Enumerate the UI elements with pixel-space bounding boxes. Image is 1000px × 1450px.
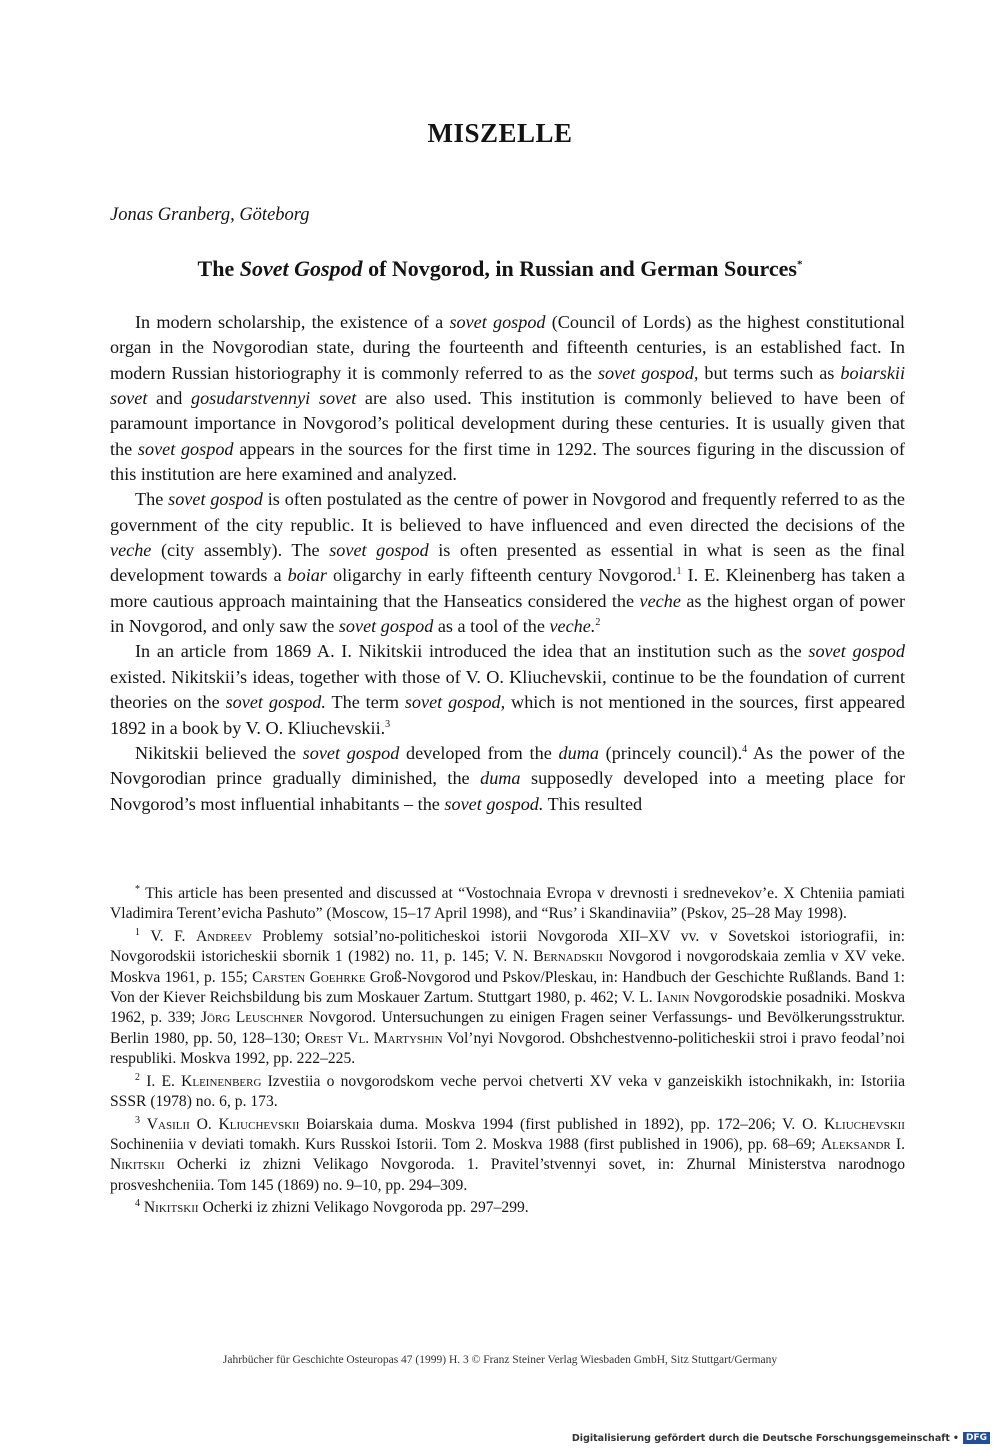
body-paragraph [110, 487, 905, 639]
title-footnote-mark: * [796, 258, 803, 271]
text-run: oligarchy in early fifteenth century Novgorod. [326, 565, 677, 586]
author-name: Orest Vl. Martyshin [304, 1029, 443, 1047]
author-name: Bernadskii [533, 948, 603, 966]
italic-term: boiarskii sovet [110, 362, 906, 409]
italic-term: sovet gospod [168, 489, 263, 510]
note-marker: 3 [385, 718, 391, 730]
text-run: V. F. [140, 928, 197, 946]
italic-term: sovet gospod, [404, 692, 506, 713]
article-body [110, 310, 905, 817]
text-run [140, 1116, 147, 1133]
italic-term: boiar [287, 565, 327, 586]
note-marker: 3 [135, 1114, 140, 1126]
text-run: existed. Nikitskii’s ideas, together with those of V. O. Kliuchevskii, continue to be the foundation of current theories on the [110, 666, 905, 713]
body-paragraph [110, 639, 905, 740]
author-name: Andreev [196, 928, 252, 946]
italic-term: veche [110, 540, 152, 561]
italic-term: sovet gospod [329, 540, 429, 561]
italic-term: veche [639, 590, 681, 611]
footnote [110, 927, 905, 1069]
text-run: Groß-Novgorod und Pskov/Pleskau, in: Handbuch der Geschichte Rußlands. Band 1: Von der Kiever Reichsbildung bis zum Moskauer Zartum. Stuttgart 1980, p. 462; V. L. [110, 968, 906, 1006]
title-part-2: of Novgorod, in Russian and German Sources [362, 256, 797, 281]
italic-term: sovet gospod. [225, 692, 326, 713]
text-run: appears in the sources for the first time in 1292. The sources figuring in the discussion of this institution are here examined and analyzed. [110, 438, 905, 485]
text-run: Ocherki iz zhizni Velikago Novgoroda pp. 297–299. [198, 1199, 529, 1217]
italic-term: sovet gospod [302, 742, 400, 763]
digitization-separator: • [952, 1432, 959, 1444]
text-run: I. E. Kleinenberg has taken a more cautious approach maintaining that the Hanseatics considered the [110, 565, 906, 611]
text-run: The [135, 489, 169, 510]
digitization-text: Digitalisierung gefördert durch die Deutsche Forschungsgemeinschaft [571, 1432, 950, 1444]
footnote [110, 1198, 905, 1218]
note-marker: 2 [595, 617, 601, 629]
text-run: as the highest organ of power in Novgorod, and only saw the [110, 590, 906, 637]
note-marker: 2 [135, 1071, 140, 1083]
title-italic: Sovet Gospod [239, 256, 363, 281]
note-marker: * [135, 883, 140, 895]
text-run: Novgorod. Untersuchungen zu einigen Fragen seiner Verfassungs- und Bevölkerungsstruktur. Berlin 1980, pp. 50, 128–130; [110, 1009, 906, 1047]
text-run: as a tool of the [433, 616, 550, 637]
text-run: supposedly developed into a meeting place for Novgorod’s most influential inhabitants – the [110, 768, 906, 814]
text-run: As the power of the Novgorodian prince gradually diminished, the [110, 742, 906, 789]
text-run: developed from the [399, 742, 559, 763]
italic-term: sovet gospod [808, 641, 905, 662]
footnotes [110, 884, 905, 1221]
text-run: In modern scholarship, the existence of a [135, 312, 450, 332]
italic-term: veche. [549, 616, 596, 637]
dfg-logo: DFG [963, 1432, 990, 1444]
author-name: Jörg Leuschner [200, 1009, 304, 1027]
text-run: Ocherki iz zhizni Velikago Novgoroda. 1. Pravitel’stvennyi sovet, in: Zhurnal Ministerstva narodnogo prosveshcheniia. Tom 145 (1869) no. 9–10, pp. 294–309. [110, 1156, 905, 1194]
author-name: Vasilii O. Kliuchevskii [146, 1115, 300, 1133]
author-name: Kleinenberg [181, 1072, 262, 1090]
footnote [110, 1072, 905, 1113]
italic-term: sovet gospod [137, 438, 234, 459]
text-run: is often presented as essential in what is seen as the final development towards a [110, 540, 905, 586]
text-run: I. E. [140, 1072, 182, 1090]
text-run: Boiarskaia duma. Moskva 1994 (first published in 1892), pp. 172–206; V. O. [299, 1115, 825, 1133]
note-marker: 4 [742, 743, 748, 755]
text-run: (Council of Lords) as the highest constitutional organ in the Novgorodian state, during the fourteenth and fifteenth centuries, is an established fact. In modern Russian historiography it is commonly referred to as the [110, 312, 905, 383]
author-name: Carsten Goehrke [252, 968, 366, 986]
text-run: Problemy sotsial’no-politicheskoi istorii Novgoroda XII–XV vv. v Sovetskoi istoriografii, in: Novgorodskii istoricheskii sbornik 1 (1982) no. 11, p. 145; V. N. [110, 928, 905, 966]
body-paragraph [110, 310, 905, 487]
note-marker: 1 [135, 926, 140, 938]
text-run: (princely council). [598, 742, 743, 763]
text-run: Izvestiia o novgorodskom veche pervoi chetverti XV veka v ganzeiskikh istochnikakh, in: Istoriia SSSR (1978) no. 6, p. 173. [110, 1072, 905, 1110]
footnote [110, 1115, 905, 1196]
text-run: Vol’nyi Novgorod. Obshchestvenno-politicheskii stroi i pravo feodal’noi respubliki. Moskva 1992, pp. 222–225. [110, 1029, 905, 1067]
italic-term: sovet gospod, [597, 362, 699, 383]
note-marker: 4 [135, 1198, 140, 1210]
italic-term: sovet gospod. [444, 793, 544, 814]
author-name: Aleksandr I. Nikitskii [110, 1136, 905, 1174]
text-run: Nikitskii believed the [135, 742, 303, 763]
text-run: which is not mentioned in the sources, first appeared 1892 in a book by V. O. Kliuchevskii. [110, 692, 906, 738]
digitization-banner [572, 1432, 990, 1444]
text-run: and [147, 388, 191, 409]
italic-term: sovet gospod [449, 312, 546, 332]
text-run: but terms such as [698, 362, 841, 383]
italic-term: duma [558, 742, 599, 763]
text-run: Novgorod i novgorodskaia zemlia v XV veke. Moskva 1961, p. 155; [110, 948, 905, 986]
section-heading: MISZELLE [427, 118, 573, 148]
italic-term: sovet gospod [338, 616, 434, 637]
body-paragraph [110, 741, 905, 817]
text-run: Sochineniia v deviati tomakh. Kurs Russkoi Istorii. Tom 2. Moskva 1988 (first published in 1906), pp. 68–69; [110, 1136, 821, 1154]
article-title [0, 256, 1000, 282]
text-run: are also used. This institution is commonly believed to have been of paramount importance in Novgorod’s political development during these centuries. It is usually given that the [110, 388, 905, 459]
text-run: This article has been presented and discussed at “Vostochnaia Evropa v drevnosti i srednevekov’e. X Chteniia pamiati Vladimira Terent’evicha Pashuto” (Moscow, 15–17 April 1998), and “Rus’ i Skandinaviia” (Pskov, 25–28 May 1998). [110, 885, 905, 923]
author-name: Kliuchevskii [824, 1115, 905, 1133]
author-name: Ianin [656, 988, 690, 1006]
footnote [110, 884, 905, 925]
author-name: Nikitskii [143, 1199, 199, 1217]
text-run: The term [325, 692, 405, 713]
text-run: This resulted [543, 793, 643, 814]
note-marker: 1 [676, 566, 682, 578]
italic-term: duma [480, 768, 521, 789]
text-run: In an article from 1869 A. I. Nikitskii introduced the idea that an institution such as the [135, 641, 809, 662]
author-line: Jonas Granberg, Göteborg [110, 205, 310, 225]
text-run: (city assembly). The [151, 540, 330, 561]
text-run: Novgorodskie posadniki. Moskva 1962, p. 339; [110, 988, 905, 1027]
italic-term: gosudarstvennyi sovet [190, 388, 357, 409]
publication-footer: Jahrbücher für Geschichte Osteuropas 47 (1999) H. 3 © Franz Steiner Verlag Wiesbaden GmbH, Sitz Stuttgart/Germany [222, 1354, 778, 1366]
text-run: is often postulated as the centre of power in Novgorod and frequently referred to as the government of the city republic. It is believed to have influenced and even directed the decisions of the [110, 489, 905, 535]
title-part-1: The [197, 256, 240, 281]
